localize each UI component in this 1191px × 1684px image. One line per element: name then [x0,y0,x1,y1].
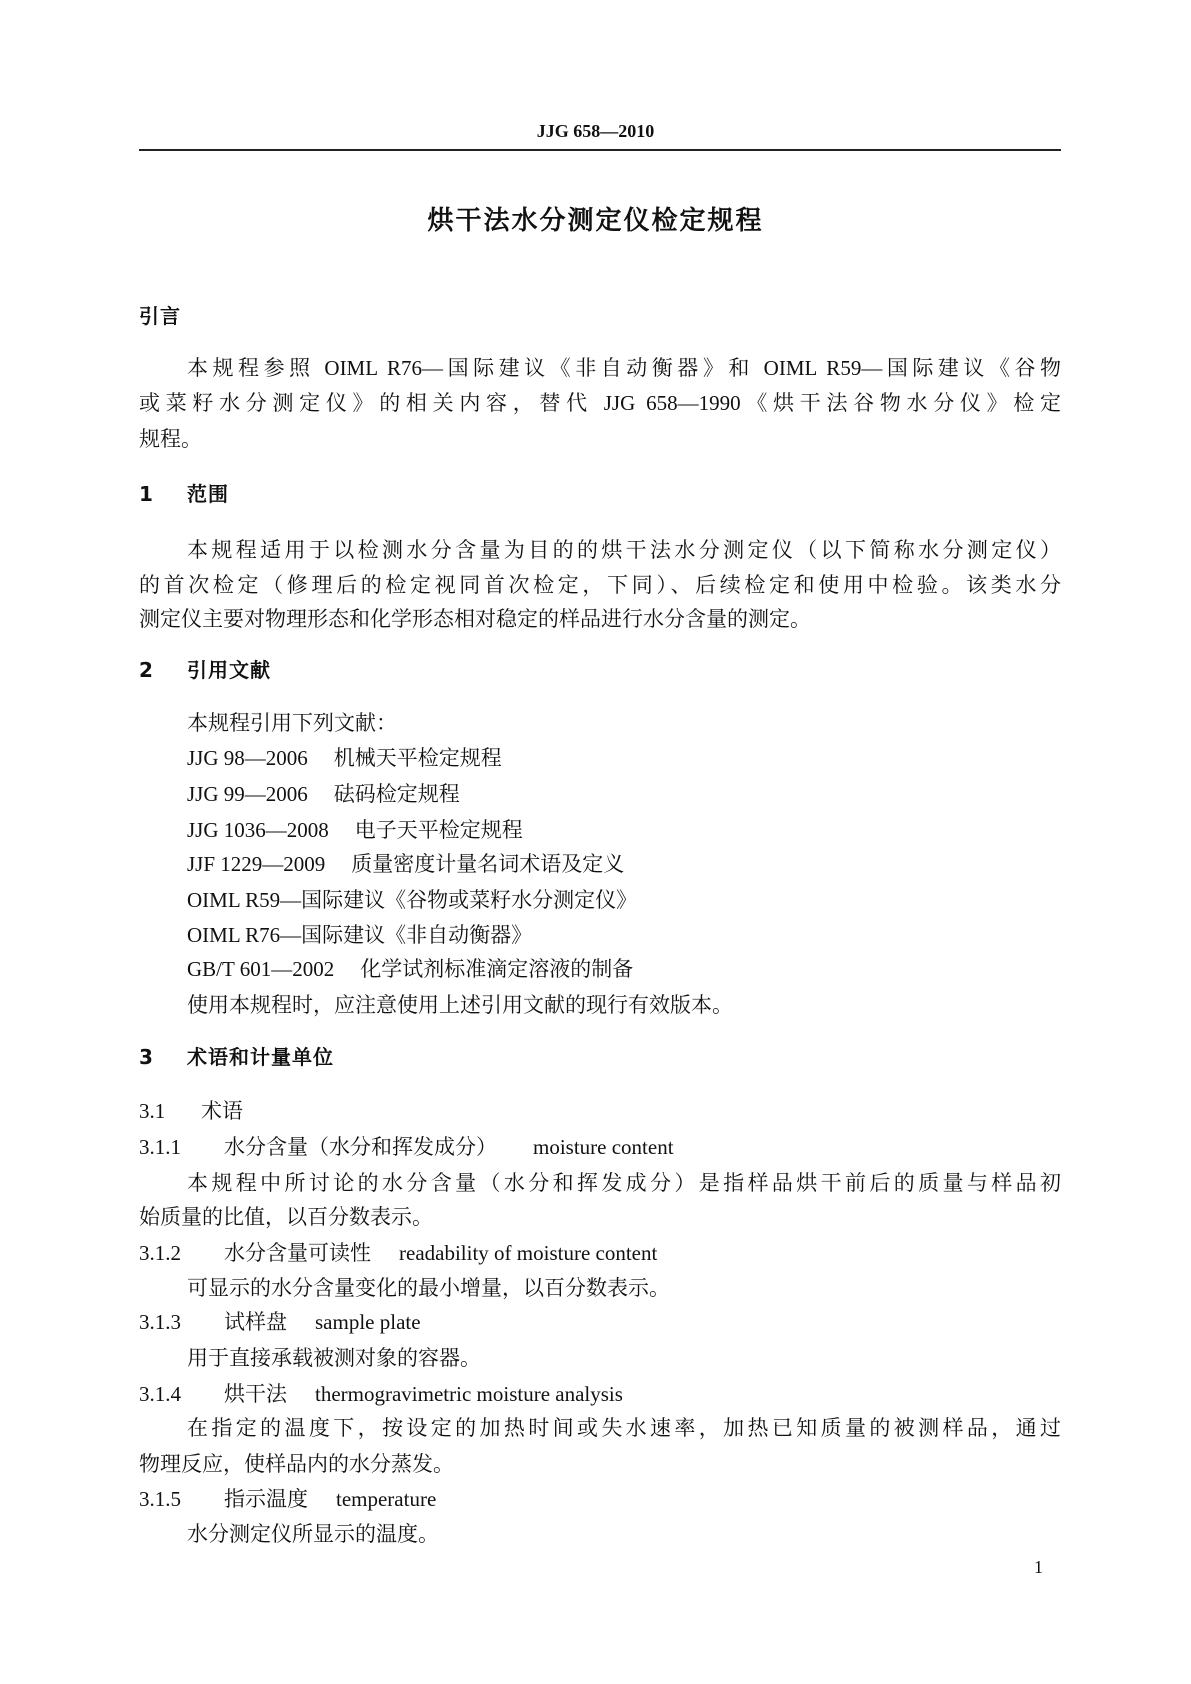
section-number: 1 [139,482,154,506]
s1-line: 测定仪主要对物理形态和化学形态相对稳定的样品进行水分含量的测定。 [139,607,811,631]
s1-line: 本规程适用于以检测水分含量为目的的烘干法水分测定仪（以下简称水分测定仪） [187,538,1061,562]
term-zh: 水分含量（水分和挥发成分） [224,1135,497,1159]
section-number: 3 [139,1045,154,1069]
term-en: sample plate [315,1310,421,1334]
reference-title: 砝码检定规程 [333,782,460,806]
term-zh: 水分含量可读性 [224,1241,371,1265]
term-en: thermogravimetric moisture analysis [315,1382,623,1406]
section-1-heading [139,481,229,507]
section-3-heading [139,1044,334,1070]
reference-code: OIML R76—国际建议《非自动衡器》 [187,923,533,947]
term-number: 3.1.4 [139,1382,181,1406]
term-definition: 水分测定仪所显示的温度。 [187,1522,439,1546]
term-zh: 烘干法 [224,1382,287,1406]
reference-title: 化学试剂标准滴定溶液的制备 [360,957,634,981]
section-title: 引用文献 [187,658,271,682]
subsection-heading [139,1098,243,1124]
reference-item [187,745,502,771]
header-rule [139,149,1061,151]
intro-line: 规程。 [139,427,202,451]
term-definition: 用于直接承载被测对象的容器。 [187,1346,481,1370]
term-number: 3.1.1 [139,1135,181,1159]
term-number: 3.1.5 [139,1487,181,1511]
reference-item [187,851,624,877]
reference-code: JJG 1036—2008 [187,818,329,842]
reference-code: JJF 1229—2009 [187,852,326,876]
term-zh: 指示温度 [224,1487,308,1511]
reference-item [187,817,523,843]
subsection-number: 3.1 [139,1099,166,1123]
intro-line: 本规程参照 OIML R76—国际建议《非自动衡器》和 OIML R59—国际建议《谷物 [187,356,1061,380]
reference-item [187,887,637,913]
reference-item [187,781,460,807]
s2-lead: 本规程引用下列文献： [187,711,397,735]
term-definition: 本规程中所讨论的水分含量（水分和挥发成分）是指样品烘干前后的质量与样品初 [187,1171,1061,1195]
term-heading [139,1381,623,1407]
header-code: JJG 658—2010 [536,121,655,141]
reference-title: 电子天平检定规程 [354,818,523,842]
intro-heading: 引言 [139,304,181,328]
section-title: 术语和计量单位 [187,1045,334,1069]
section-title: 范围 [187,482,229,506]
term-heading [139,1240,657,1266]
term-definition: 始质量的比值，以百分数表示。 [139,1205,433,1229]
page-number: 1 [1034,1557,1043,1577]
reference-code: OIML R59—国际建议《谷物或菜籽水分测定仪》 [187,888,638,912]
reference-title: 质量密度计量名词术语及定义 [351,852,625,876]
term-number: 3.1.3 [139,1310,181,1334]
section-2-heading [139,657,271,683]
term-definition: 可显示的水分含量变化的最小增量，以百分数表示。 [187,1276,670,1300]
reference-code: JJG 99—2006 [187,782,308,806]
reference-title: 机械天平检定规程 [333,746,502,770]
reference-code: GB/T 601—2002 [187,957,335,981]
intro-line: 或菜籽水分测定仪》的相关内容，替代 JJG 658—1990《烘干法谷物水分仪》检定 [139,391,1061,415]
section-number: 2 [139,658,154,682]
term-en: readability of moisture content [399,1241,658,1265]
term-heading [139,1309,421,1335]
reference-code: JJG 98—2006 [187,746,308,770]
term-en: moisture content [533,1135,674,1159]
s2-tail: 使用本规程时，应注意使用上述引用文献的现行有效版本。 [187,993,733,1017]
term-number: 3.1.2 [139,1241,181,1265]
term-definition: 在指定的温度下，按设定的加热时间或失水速率，加热已知质量的被测样品，通过 [187,1416,1061,1440]
term-heading [139,1486,436,1512]
term-heading [139,1134,674,1160]
s1-line: 的首次检定（修理后的检定视同首次检定，下同）、后续检定和使用中检验。该类水分 [139,573,1061,597]
subsection-title: 术语 [201,1099,243,1123]
term-zh: 试样盘 [224,1310,287,1334]
reference-item [187,922,532,948]
reference-item [187,956,633,982]
page-title: 烘干法水分测定仪检定规程 [427,206,764,236]
term-en: temperature [336,1487,437,1511]
term-definition: 物理反应，使样品内的水分蒸发。 [139,1452,454,1476]
